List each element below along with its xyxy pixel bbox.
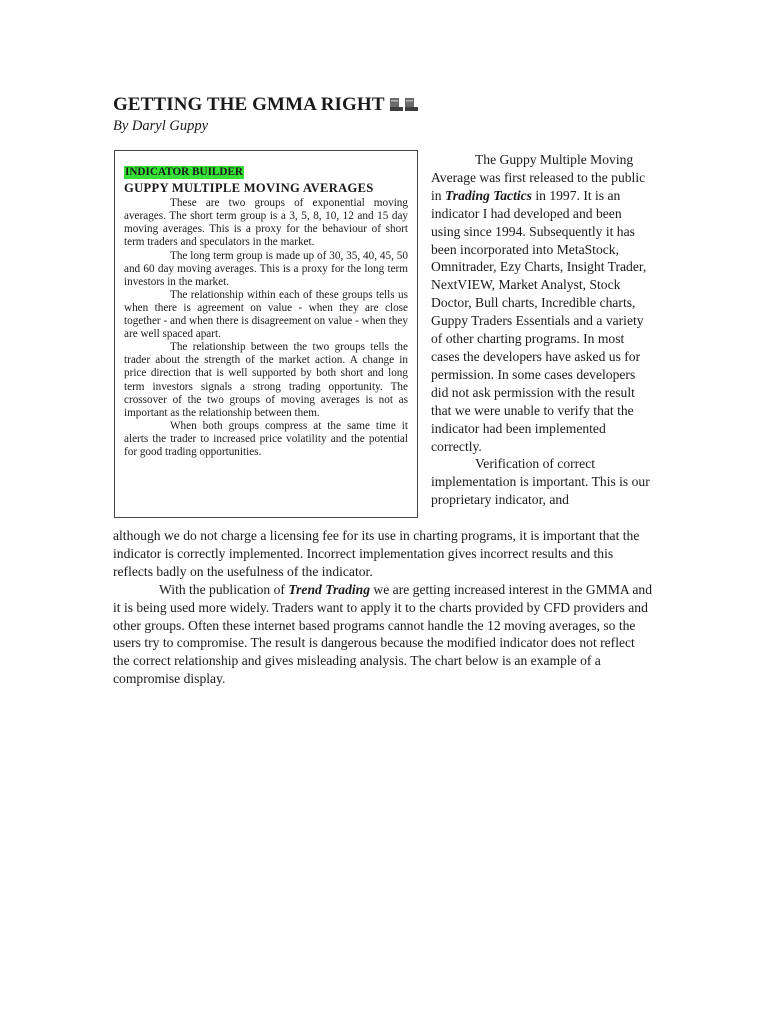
body-paragraph-2-continued: although we do not charge a licensing fee for its use in charting programs, it is important that the indicator is correctly implemented. Incorrect implementation gives incorrect results and this reflects badly on the usefulness of the indicator.: [113, 528, 640, 579]
sidebar-paragraph: When both groups compress at the same time it alerts the trader to increased price volatility and the potential for good trading opportunities.: [124, 419, 408, 458]
indicator-builder-box: [114, 150, 418, 518]
right-column-text: [431, 151, 653, 509]
article-title-text: GETTING THE GMMA RIGHT: [113, 94, 385, 115]
full-width-text: [113, 527, 654, 688]
article-byline: By Daryl Guppy: [113, 118, 209, 134]
sidebar-paragraph: The relationship between the two groups tells the trader about the strength of the market action. A change in price direction that is well supported by both short and long term investors signals a strong trading opportunity. The crossover of the two groups of moving averages is not as important as the relationship between them.: [124, 341, 408, 419]
body-paragraph-2-start: Verification of correct implementation is important. This is our proprietary indicator, and: [431, 456, 650, 508]
book-title-trading-tactics: Trading Tactics: [444, 187, 532, 203]
sidebar-paragraph: These are two groups of exponential moving averages. The short term group is a 3, 5, 8, 10, 12 and 15 day moving averages. This is a proxy for the behaviour of short term traders and speculators in the market.: [124, 197, 408, 249]
boots-icon: [389, 96, 419, 118]
sidebar-subheading: GUPPY MULTIPLE MOVING AVERAGES: [124, 181, 374, 196]
body-paragraph-1: The Guppy Multiple Moving Average was first released to the public in Trading Tactics in 1997. It is an indicator I had developed and been using since 1994. Subsequently it has been incorporated into MetaStock, Omnitrader, Ezy Charts, Insight Trader, NextVIEW, Market Analyst, Stock Doctor, Bull charts, Incredible charts, Guppy Traders Essentials and a variety of other charting programs. In most cases the developers have asked us for permission. In some cases developers did not ask permission with the result that we were unable to verify that the indicator had been implemented correctly.: [431, 152, 647, 454]
book-title-trend-trading: Trend Trading: [288, 581, 371, 597]
sidebar-paragraph: The long term group is made up of 30, 35, 40, 45, 50 and 60 day moving averages. This is a proxy for the long term investors in the market.: [124, 249, 408, 288]
body-paragraph-3: With the publication of Trend Trading we are getting increased interest in the GMMA and it is being used more widely. Traders want to apply it to the charts provided by CFD providers and other groups. Often these internet based programs cannot handle the 12 moving averages, so the users try to compromise. The result is dangerous because the modified indicator does not reflect the correct relationship and gives misleading analysis. The chart below is an example of a compromise display.: [113, 581, 653, 687]
sidebar-heading: INDICATOR BUILDER: [125, 166, 244, 178]
sidebar-paragraph: The relationship within each of these groups tells us when there is agreement on value - when they are close together - and when there is disagreement on value - when they are well spaced apart.: [124, 288, 408, 341]
article-title: [113, 94, 419, 118]
